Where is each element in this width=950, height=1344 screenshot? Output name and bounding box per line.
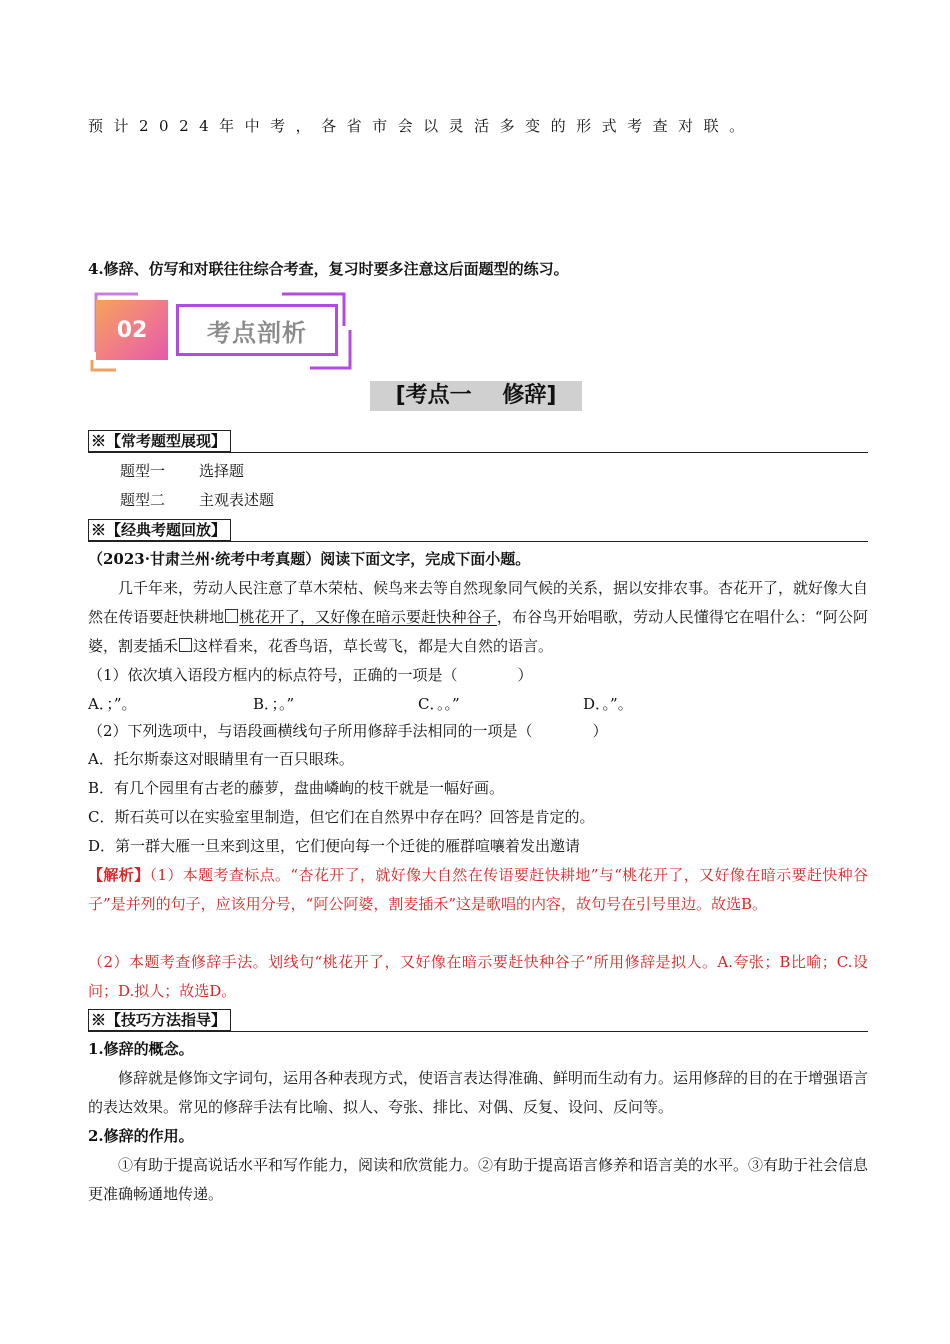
option-a: A．托尔斯泰这对眼睛里有一百只眼珠。: [88, 750, 354, 768]
banner-number: 02: [96, 300, 168, 360]
divider: [88, 1031, 868, 1032]
analysis-part-2: （2）本题考查修辞手法。划线句“桃花开了，又好像在暗示要赶快种谷子”所用修辞是拟人。A.夸张；B比喻；C.设问；D.拟人；故选D。: [88, 953, 868, 1000]
banner-title: 考点剖析: [176, 304, 338, 356]
option-b: B．；。”: [253, 695, 295, 713]
option-c: C．斯石英可以在实验室里制造，但它们在自然界中存在吗？回答是肯定的。: [88, 808, 595, 826]
box-label-method: ※【技巧方法指导】: [88, 1009, 231, 1031]
divider: [88, 541, 868, 542]
type-name: 主观表述题: [199, 491, 275, 509]
blank-box: [225, 609, 238, 623]
note-4: 4.修辞、仿写和对联往往综合考查，复习时要多注意这后面题型的练习。: [88, 260, 569, 278]
analysis-text-1: （1）本题考查标点。“杏花开了，就好像大自然在传语要赶快耕地”与“桃花开了，又好像在暗示要赶快种谷子”是并列的句子，应该用分号，“阿公阿婆，割麦插禾”这是歌唱的内容，故句号在引号里边。故选B。: [88, 866, 868, 913]
concept-title: 1.修辞的概念。: [88, 1040, 194, 1058]
type-item: [120, 461, 244, 481]
question-2-stem: （2）下列选项中，与语段画横线句子所用修辞手法相同的一项是（ ）: [88, 722, 608, 740]
reading-passage: [88, 574, 868, 661]
function-body: ①有助于提高说话水平和写作能力，阅读和欣赏能力。②有助于提高语言修养和语言美的水平。③有助于社会信息更准确畅通地传递。: [88, 1156, 869, 1203]
concept-body: 修辞就是修饰文字词句，运用各种表现方式，使语言表达得准确、鲜明而生动有力。运用修辞的目的在于增强语言的表达效果。常见的修辞手法有比喻、拟人、夸张、排比、对偶、反复、设问、反问等。: [88, 1069, 869, 1116]
intro-line: 预计2024年中考，各省市会以灵活多变的形式考查对联。: [88, 117, 755, 135]
function-title: 2.修辞的作用。: [88, 1127, 194, 1145]
option-a: A．；”。: [88, 695, 137, 713]
analysis-part-1: [88, 861, 868, 919]
passage-part-1: 几千年来，劳动人民注意了草木荣枯、候鸟来去等自然现象同气候的关系，据以安排农事。杏花开了，就好像大自然在传语要赶快耕地: [88, 579, 869, 626]
box-label-types: ※【常考题型展现】: [88, 430, 231, 452]
option-c: C．。。”: [418, 695, 460, 713]
option-d: D．第一群大雁一旦来到这里，它们便向每一个迁徙的雁群喧嚷着发出邀请: [88, 837, 581, 855]
option-d: D．。”。: [583, 695, 633, 713]
type-name: 选择题: [199, 462, 245, 480]
underlined-sentence: 桃花开了，又好像在暗示要赶快种谷子: [239, 608, 497, 626]
question-1-stem: （1）依次填入语段方框内的标点符号，正确的一项是（ ）: [88, 666, 533, 684]
analysis-label: 【解析】: [88, 866, 150, 884]
question-source: （2023·甘肃兰州·统考中考真题）阅读下面文字，完成下面小题。: [88, 550, 531, 568]
option-b: B．有几个园里有古老的藤萝，盘曲嶙峋的枝干就是一幅好画。: [88, 779, 505, 797]
box-label-classic: ※【经典考题回放】: [88, 519, 231, 541]
type-label: 题型一: [120, 462, 166, 480]
section-heading: [考点一 修辞]: [395, 383, 557, 408]
type-item: [120, 490, 274, 510]
passage-part-3: 这样看来，花香鸟语，草长莺飞，都是大自然的语言。: [193, 637, 554, 655]
passage-part-2: ，布谷鸟开始唱歌，劳动人民懂得它在唱什么：“阿公阿婆，割麦插禾: [88, 608, 868, 655]
blank-box: [179, 638, 192, 652]
divider: [88, 452, 868, 453]
type-label: 题型二: [120, 491, 166, 509]
